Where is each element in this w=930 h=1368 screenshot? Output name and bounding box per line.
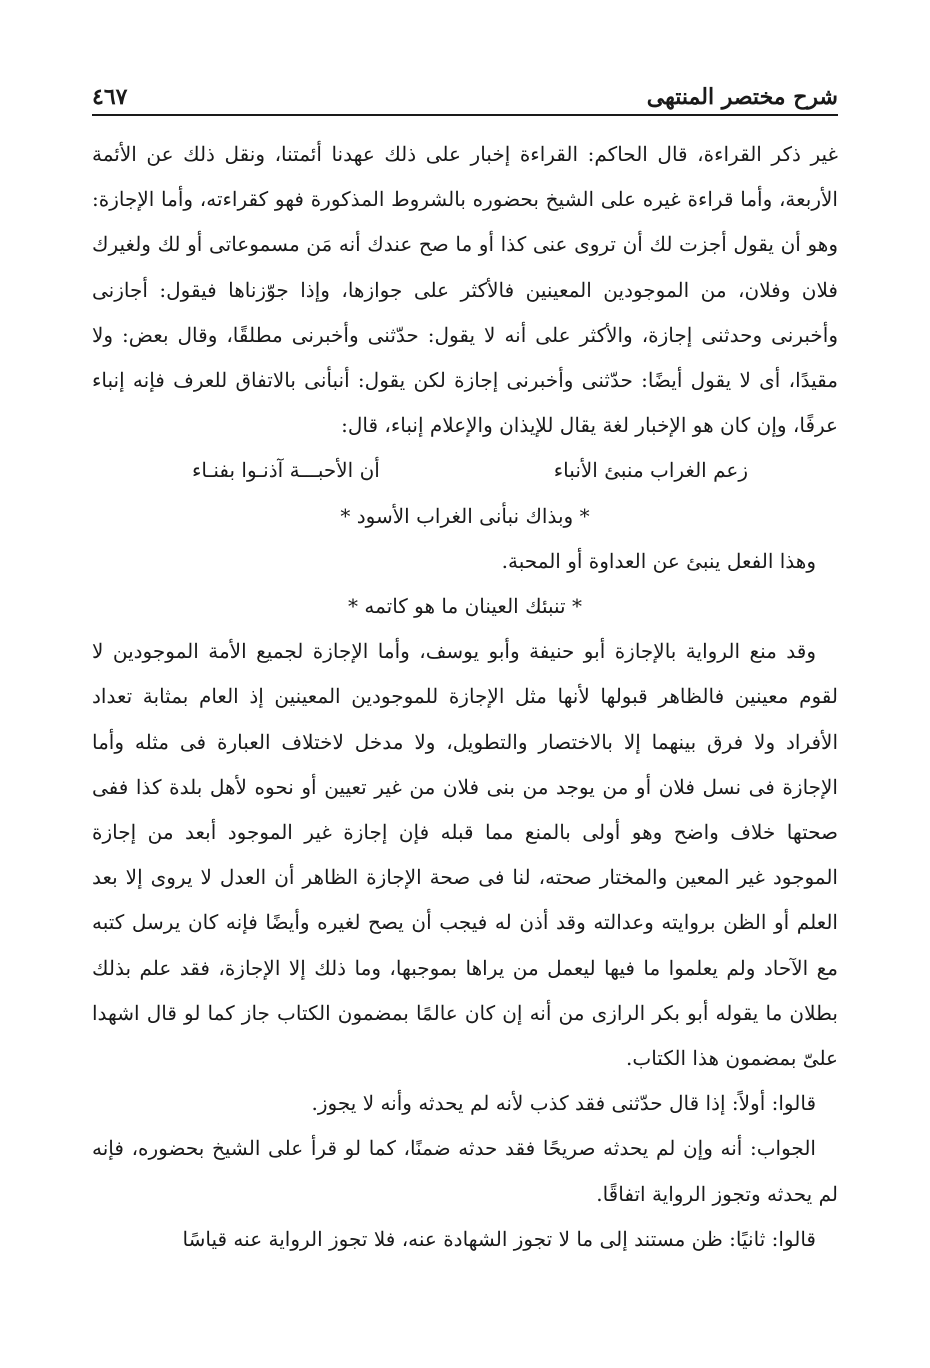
paragraph: الجواب: أنه وإن لم يحدثه صريحًا فقد حدثه ضمنًا، كما لو قرأ على الشيخ بحضوره، فإنه لم يحدثه وتجوز الرواية اتفاقًا.: [92, 1136, 838, 1206]
poetry-verse: [92, 448, 838, 493]
body-text: [92, 132, 838, 1262]
page-number: ٤٦٧: [92, 84, 128, 110]
paragraph: وهذا الفعل ينبئ عن العداوة أو المحبة.: [501, 548, 816, 573]
paragraph: قالوا: أولاً: إذا قال حدّثنى فقد كذب لأنه لم يحدثه وأنه لا يجوز.: [311, 1091, 816, 1116]
paragraph: وقد منع الرواية بالإجازة أبو حنيفة وأبو يوسف، وأما الإجازة لجميع الأمة الموجودين لا لقوم معينين فالظاهر قبولها لأنها مثل الإجازة للموجودين المعينين إذ العام بمثابة تعداد الأفراد ولا فرق بينهما إلا بالاختصار والتطويل، ولا مدخل لاختلاف العبارة فى مثله وأما الإجازة فى نسل فلان أو من يوجد من بنى فلان من غير تعيين أو نحوه لأهل بلدة كذا ففى صحتها خلاف واضح وهو أولى بالمنع مما قبله فإن إجازة غير الموجود أبعد من إجازة الموجود غير المعين والمختار صحته، لنا فى صحة الإجازة الظاهر أن العدل لا يروى إلا بعد العلم أو الظن بروايته وعدالته وقد أذن له فيجب أن يصح لغيره وأيضًا فإنه كان يرسل كتبه مع الآحاد ولم يعلموا ما فيها ليعمل من يراها بموجبها، وما ذلك إلا الإجازة، فقد علم بذلك بطلان ما يقوله أبو بكر الرازى من أنه إن كان عالمًا بمضمون الكتاب جاز كما لو قال اشهدا علىّ بمضمون هذا الكتاب.: [92, 639, 838, 1071]
running-title: شرح مختصر المنتهى: [646, 84, 838, 110]
paragraph: قالوا: ثانيًا: ظن مستند إلى ما لا تجوز الشهادة عنه، فلا تجوز الرواية عنه قياسًا: [182, 1226, 816, 1251]
page-header: [92, 80, 838, 116]
verse-second-hemistich: أن الأحبـــة آذنـوا بفنـاء: [192, 458, 380, 483]
quoted-verse: * وبذاك نبأنى الغراب الأسود *: [340, 503, 590, 528]
quoted-verse: * تنبئك العينان ما هو كاتمه *: [348, 594, 582, 619]
paragraph: غير ذكر القراءة، قال الحاكم: القراءة إخبار على ذلك عهدنا أئمتنا، ونقل ذلك عن الأئمة الأربعة، وأما قراءة غيره على الشيخ بحضوره بالشروط المذكورة فهو كقراءته، وأما الإجازة: وهو أن يقول أجزت لك أن تروى عنى كذا أو ما صح عندك أنه مَن مسموعاتى أو لك ولغيرك فلان وفلان، من الموجودين المعينين فالأكثر على جوازها، وإذا جوّزناها فيقول: أجازنى وأخبرنى وحدثنى إجازة، والأكثر على أنه لا يقول: حدّثنى وأخبرنى مطلقًا، وقال بعض: ولا مقيدًا، أى لا يقول أيضًا: حدّثنى وأخبرنى إجازة لكن يقول: أنبأنى بالاتفاق للعرف فإنه إنباء عرفًا، وإن كان هو الإخبار لغة يقال للإيذان والإعلام إنباء، قال:: [92, 142, 838, 438]
verse-first-hemistich: زعم الغراب منبئ الأنباء: [553, 458, 748, 483]
